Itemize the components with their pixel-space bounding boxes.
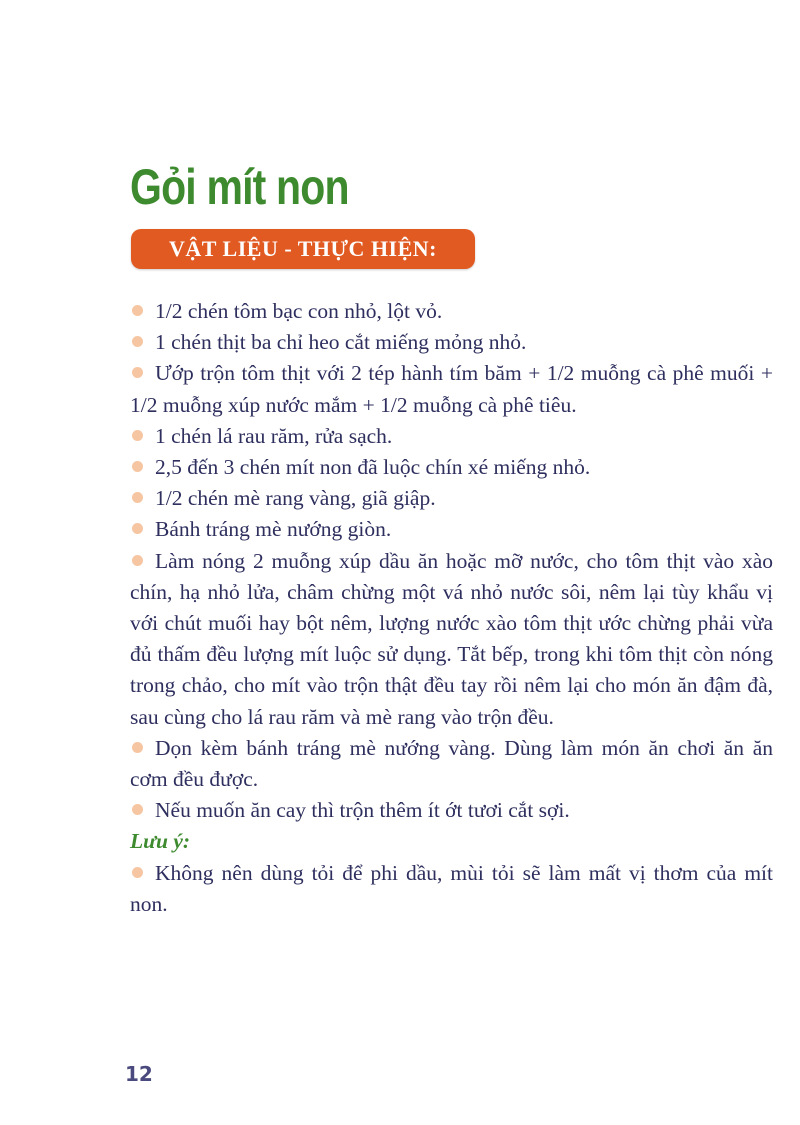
list-item: 2,5 đến 3 chén mít non đã luộc chín xé miếng nhỏ.	[130, 452, 773, 483]
list-item: Bánh tráng mè nướng giòn.	[130, 514, 773, 545]
note-title: Lưu ý:	[130, 829, 191, 854]
list-item: Dọn kèm bánh tráng mè nướng vàng. Dùng làm món ăn chơi ăn ăn cơm đều được.	[130, 735, 773, 792]
bullet-icon	[132, 492, 143, 503]
bullet-icon	[132, 461, 143, 472]
list-item: 1 chén lá rau răm, rửa sạch.	[130, 421, 773, 452]
note-item: Không nên dùng tỏi để phi dầu, mùi tỏi sẽ làm mất vị thơm của mít non.	[130, 860, 773, 916]
list-item: Làm nóng 2 muỗng xúp dầu ăn hoặc mỡ nước, cho tôm thịt vào xào chín, hạ nhỏ lửa, châm chừng một vá nhỏ nước sôi, nêm lại tùy khẩu vị với chút muối hay bột nêm, lượng nước xào tôm thịt ước chừng phải vừa đủ thấm đều lượng mít luộc sử dụng. Tắt bếp, trong khi tôm thịt còn nóng trong chảo, cho mít vào trộn thật đều tay rồi nêm lại cho món ăn đậm đà, sau cùng cho lá rau răm và mè rang vào trộn đều.	[130, 548, 773, 729]
bullet-icon	[132, 367, 143, 378]
page-number: 12	[125, 1062, 153, 1086]
bullet-icon	[132, 305, 143, 316]
list-item: Ướp trộn tôm thịt với 2 tép hành tím băm + 1/2 muỗng cà phê muối + 1/2 muỗng xúp nước mắm + 1/2 muỗng cà phê tiêu.	[130, 361, 773, 417]
section-header-ingredients-method	[131, 229, 475, 269]
bullet-icon	[132, 336, 143, 347]
bullet-icon	[132, 867, 143, 878]
bullet-icon	[132, 804, 143, 815]
list-item: 1 chén thịt ba chỉ heo cắt miếng mỏng nhỏ.	[130, 327, 773, 358]
section-header-label: VẬT LIỆU - THỰC HIỆN:	[168, 236, 438, 261]
bullet-icon	[132, 523, 143, 534]
list-item: 1/2 chén tôm bạc con nhỏ, lột vỏ.	[130, 296, 773, 327]
bullet-icon	[132, 555, 143, 566]
bullet-icon	[132, 742, 143, 753]
list-item: 1/2 chén mè rang vàng, giã giập.	[130, 483, 773, 514]
recipe-content	[130, 296, 773, 920]
recipe-title: Gỏi mít non	[130, 158, 349, 215]
bullet-icon	[132, 430, 143, 441]
list-item: Nếu muốn ăn cay thì trộn thêm ít ớt tươi cắt sợi.	[130, 795, 773, 826]
